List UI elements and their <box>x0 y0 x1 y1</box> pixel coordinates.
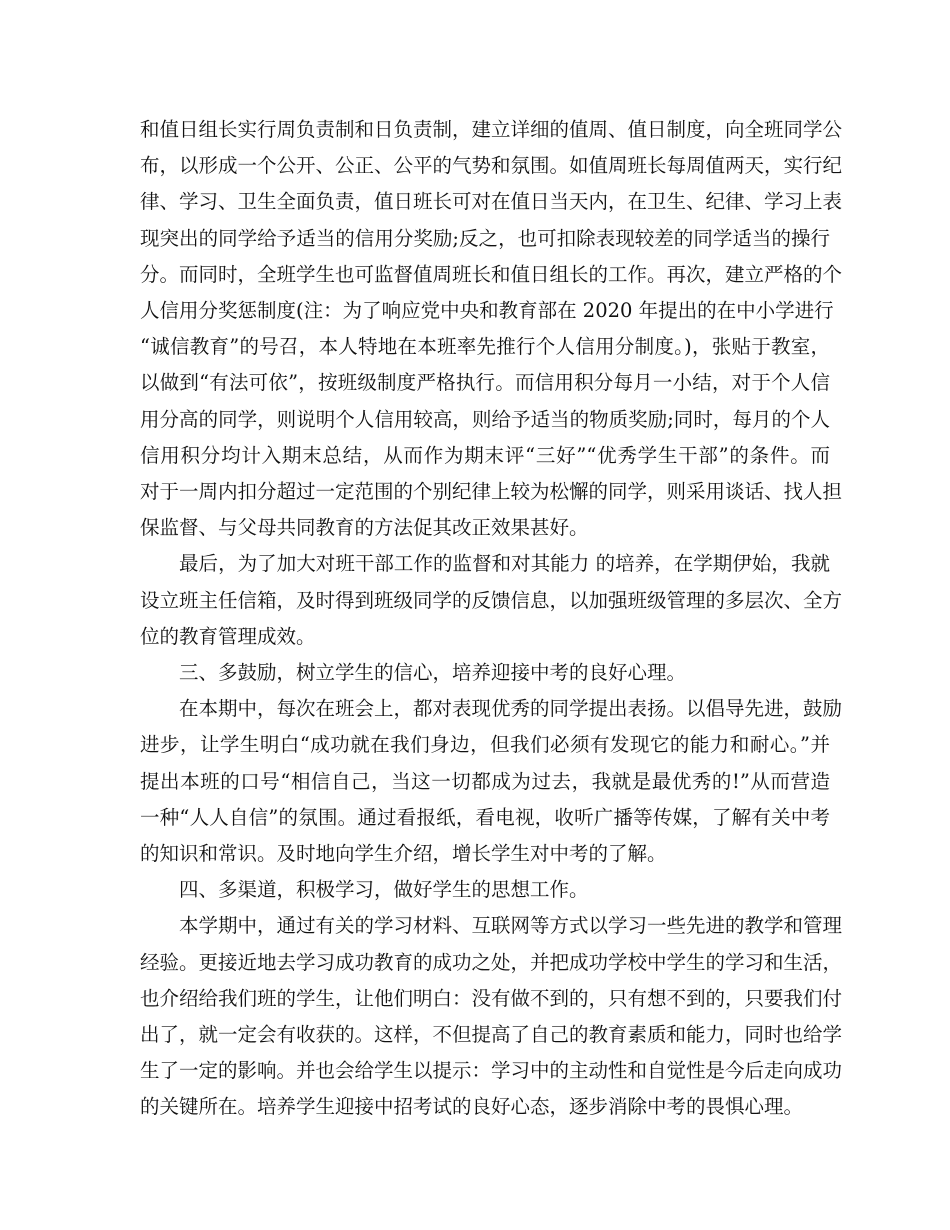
text-line: 在本期中，每次在班会上，都对表现优秀的同学提出表扬。以倡导先进，鼓励 <box>179 697 843 721</box>
section-heading-encouragement <box>140 655 830 691</box>
paragraph-class-duty-system <box>140 112 843 546</box>
text-line: 人信用分奖惩制度(注：为了响应党中央和教育部在 2020 年提出的在中小学进行 <box>140 299 834 323</box>
text-line: 最后，为了加大对班干部工作的监督和对其能力 的培养，在学期伊始，我就 <box>179 552 830 576</box>
text-line: 信用积分均计入期末总结，从而作为期末评“三好”“优秀学生干部”的条件。而 <box>140 443 830 467</box>
text-line: 提出本班的口号“相信自己，当这一切都成为过去，我就是最优秀的!”从而营造 <box>140 769 830 793</box>
text-line: 本学期中，通过有关的学习材料、互联网等方式以学习一些先进的教学和管理 <box>179 914 843 938</box>
document-body <box>140 112 843 1126</box>
text-line: 对于一周内扣分超过一定范围的个别纪律上较为松懈的同学，则采用谈话、找人担 <box>140 480 843 504</box>
text-line: 位的教育管理成效。 <box>140 624 316 648</box>
text-line: 保监督、与父母共同教育的方法促其改正效果甚好。 <box>140 516 589 540</box>
text-line: 也介绍给我们班的学生，让他们明白：没有做不到的，只有想不到的，只要我们付 <box>140 986 843 1010</box>
text-line: 的关键所在。培养学生迎接中招考试的良好心态，逐步消除中考的畏惧心理。 <box>140 1095 804 1119</box>
text-line: 现突出的同学给予适当的信用分奖励;反之，也可扣除表现较差的同学适当的操行 <box>140 226 830 250</box>
paragraph-teacher-mailbox <box>140 546 843 655</box>
text-line: 经验。更接近地去学习成功教育的成功之处，并把成功学校中学生的学习和生活， <box>140 950 843 974</box>
text-line: 出了，就一定会有收获的。这样，不但提高了自己的教育素质和能力，同时也给学 <box>140 1023 843 1047</box>
text-line: 和值日组长实行周负责制和日负责制，建立详细的值周、值日制度，向全班同学公 <box>140 118 843 141</box>
text-line: 四、多渠道，积极学习，做好学生的思想工作。 <box>179 878 589 902</box>
text-line: 一种“人人自信”的氛围。通过看报纸，看电视，收听广播等传媒，了解有关中考 <box>140 805 830 829</box>
text-line: 生了一定的影响。并也会给学生以提示：学习中的主动性和自觉性是今后走向成功 <box>140 1059 843 1083</box>
text-line: “诚信教育”的号召，本人特地在本班率先推行个人信用分制度。)，张贴于教室， <box>140 335 830 359</box>
text-line: 布，以形成一个公开、公正、公平的气势和氛围。如值周班长每周值两天，实行纪 <box>140 154 843 178</box>
text-line: 用分高的同学，则说明个人信用较高，则给予适当的物质奖励;同时，每月的个人 <box>140 407 830 431</box>
text-line: 以做到“有法可依”，按班级制度严格执行。而信用积分每月一小结，对于个人信 <box>140 371 830 395</box>
section-heading-multi-channel <box>140 872 830 908</box>
text-line: 三、多鼓励，树立学生的信心，培养迎接中考的良好心理。 <box>179 661 687 685</box>
paragraph-learning-experience <box>140 908 843 1125</box>
text-line: 进步，让学生明白“成功就在我们身边，但我们必须有发现它的能力和耐心。”并 <box>140 733 830 757</box>
paragraph-praise-and-confidence <box>140 691 843 872</box>
text-line: 分。而同时，全班学生也可监督值周班长和值日组长的工作。再次，建立严格的个 <box>140 262 843 286</box>
text-line: 律、学习、卫生全面负责，值日班长可对在值日当天内，在卫生、纪律、学习上表 <box>140 190 843 214</box>
text-line: 的知识和常识。及时地向学生介绍，增长学生对中考的了解。 <box>140 842 667 866</box>
text-line: 设立班主任信箱，及时得到班级同学的反馈信息，以加强班级管理的多层次、全方 <box>140 588 843 612</box>
